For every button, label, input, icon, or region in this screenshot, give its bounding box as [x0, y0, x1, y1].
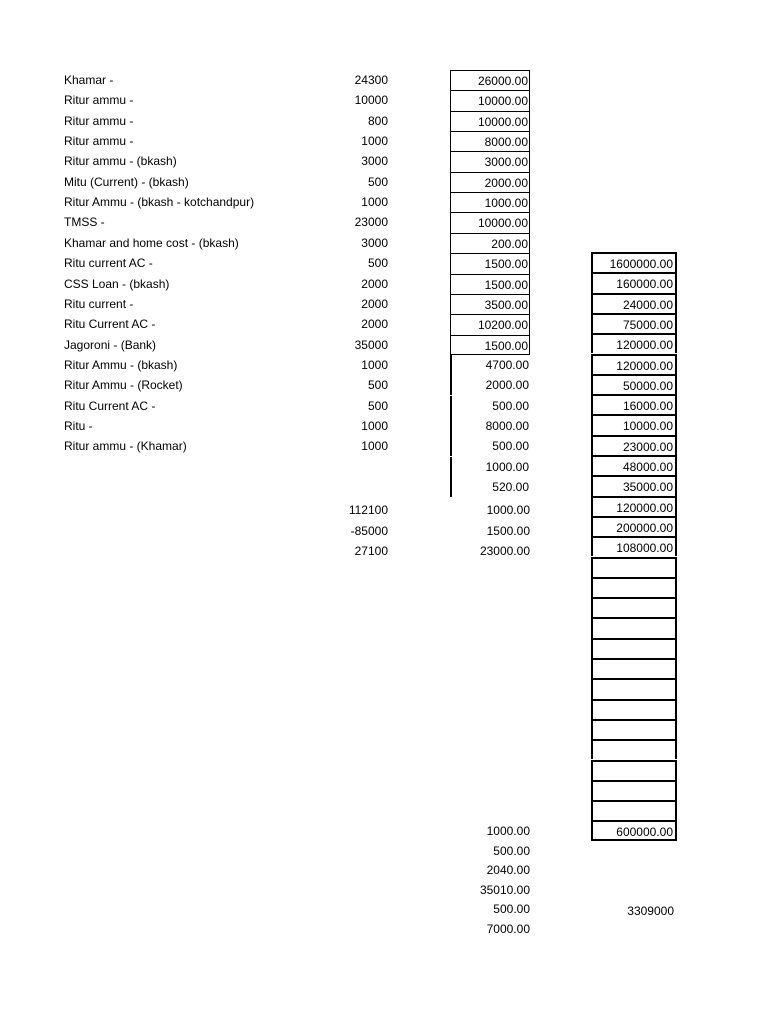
entry-label: Mitu (Current) - (bkash)	[64, 174, 189, 189]
column3-cell: 23000.00	[479, 544, 530, 559]
entry-amount: 2000	[361, 276, 388, 291]
entry-amount: 2000	[361, 317, 388, 332]
column3-cell: 520.00	[450, 477, 530, 497]
column3-cell: 26000.00	[450, 70, 530, 91]
entry-amount: 1000	[361, 134, 388, 149]
column3-cell: 1500.00	[450, 274, 530, 295]
column5-cell: 35000.00	[591, 475, 677, 495]
column3-lower-cell: 35010.00	[479, 882, 530, 897]
entry-label: Ritur Ammu - (bkash)	[64, 357, 178, 372]
column5-cell: 200000.00	[591, 516, 677, 536]
column5-cell: 23000.00	[591, 435, 677, 455]
entry-label: TMSS -	[64, 215, 105, 230]
column5-cell: 160000.00	[591, 272, 677, 292]
column5-cell: 75000.00	[591, 313, 677, 333]
entry-amount: 3000	[361, 235, 388, 250]
column3-lower-cell: 1000.00	[486, 824, 530, 838]
entry-amount: 10000	[354, 93, 388, 108]
column3-cell: 1000.00	[450, 457, 530, 477]
column5-cell: 1600000.00	[591, 252, 677, 272]
column3-cell: 10200.00	[450, 314, 530, 335]
column5-cell	[591, 617, 677, 637]
column5-cell: 48000.00	[591, 455, 677, 475]
entry-label: Ritur Ammu - (bkash - kotchandpur)	[64, 195, 255, 210]
column3-cell: 1500.00	[450, 335, 530, 356]
entry-label: Ritur ammu -	[64, 93, 134, 108]
column3-cell: 8000.00	[450, 131, 530, 152]
column5-cell: 120000.00	[591, 496, 677, 516]
column5-cell	[591, 699, 677, 719]
column3-cell: 500.00	[450, 436, 530, 456]
column3-lower-cell: 500.00	[493, 902, 530, 917]
entry-label: Ritu current AC -	[64, 256, 153, 271]
total-value: 112100	[348, 503, 388, 518]
entry-label: Ritur ammu - (bkash)	[64, 154, 177, 169]
column5-cell	[591, 658, 677, 678]
column5-cell	[591, 739, 677, 759]
entry-amount: 500	[367, 378, 388, 393]
entry-amount: 3000	[361, 154, 388, 169]
entry-label: Ritu -	[64, 418, 93, 433]
entry-amount: 35000	[354, 337, 388, 352]
entry-amount: 23000	[354, 215, 388, 230]
column5-cell	[591, 719, 677, 739]
column3-cell: 200.00	[450, 233, 530, 254]
column5-cell	[591, 780, 677, 800]
column3-cell: 10000.00	[450, 90, 530, 111]
column3-cell: 3500.00	[450, 294, 530, 315]
entry-label: Ritu current -	[64, 296, 134, 311]
column5-cell	[591, 577, 677, 597]
entry-amount: 24300	[354, 73, 388, 87]
entry-label: Ritur ammu - (Khamar)	[64, 439, 187, 454]
column3-cell: 500.00	[450, 396, 530, 416]
column5-cell: 108000.00	[591, 536, 677, 556]
column3-cell: 10000.00	[450, 212, 530, 233]
column3-cell: 1000.00	[450, 192, 530, 213]
column5-cell	[591, 800, 677, 820]
total-value: -85000	[350, 523, 388, 538]
column3-cell: 2000.00	[450, 375, 530, 395]
column5-cell: 10000.00	[591, 414, 677, 434]
column5-cell: 600000.00	[591, 820, 677, 840]
entry-label: Ritur Ammu - (Rocket)	[64, 378, 183, 393]
column5-cell: 24000.00	[591, 293, 677, 313]
entry-label: Jagoroni - (Bank)	[64, 337, 157, 352]
column5-cell	[591, 597, 677, 617]
column5-cell: 120000.00	[591, 354, 677, 374]
entry-amount: 1000	[361, 195, 388, 210]
column3-cell: 8000.00	[450, 416, 530, 436]
column3-cell: 1500.00	[450, 253, 530, 274]
column3-cell: 2000.00	[450, 172, 530, 193]
entry-amount: 800	[367, 113, 388, 128]
column5-cell	[591, 638, 677, 658]
entry-label: Ritur ammu -	[64, 134, 134, 149]
column5-cell: 120000.00	[591, 333, 677, 353]
column5-cell	[591, 678, 677, 698]
column3-lower-cell: 7000.00	[486, 922, 530, 936]
column3-lower-cell: 500.00	[493, 843, 530, 858]
entry-label: Ritu Current AC -	[64, 398, 156, 413]
column5-cell	[591, 760, 677, 780]
column3-cell: 1000.00	[486, 503, 530, 518]
total-value: 27100	[354, 544, 388, 559]
entry-amount: 1000	[361, 439, 388, 454]
entry-amount: 500	[367, 256, 388, 271]
entry-label: Khamar and home cost - (bkash)	[64, 235, 239, 250]
grand-total: 3309000	[627, 904, 674, 918]
column3-cell: 4700.00	[450, 355, 530, 375]
column3-cell: 10000.00	[450, 111, 530, 132]
column5-cell	[591, 557, 677, 577]
column3-cell: 3000.00	[450, 151, 530, 172]
entry-label: CSS Loan - (bkash)	[64, 276, 170, 291]
column5-cell: 16000.00	[591, 394, 677, 414]
column3-cell: 1500.00	[486, 523, 530, 538]
entry-label: Khamar -	[64, 73, 114, 87]
column3-lower-cell: 2040.00	[486, 863, 530, 878]
column5-cell: 50000.00	[591, 374, 677, 394]
entry-amount: 500	[367, 398, 388, 413]
entry-label: Ritur ammu -	[64, 113, 134, 128]
entry-amount: 1000	[361, 357, 388, 372]
entry-amount: 500	[367, 174, 388, 189]
entry-label: Ritu Current AC -	[64, 317, 156, 332]
entry-amount: 1000	[361, 418, 388, 433]
entry-amount: 2000	[361, 296, 388, 311]
